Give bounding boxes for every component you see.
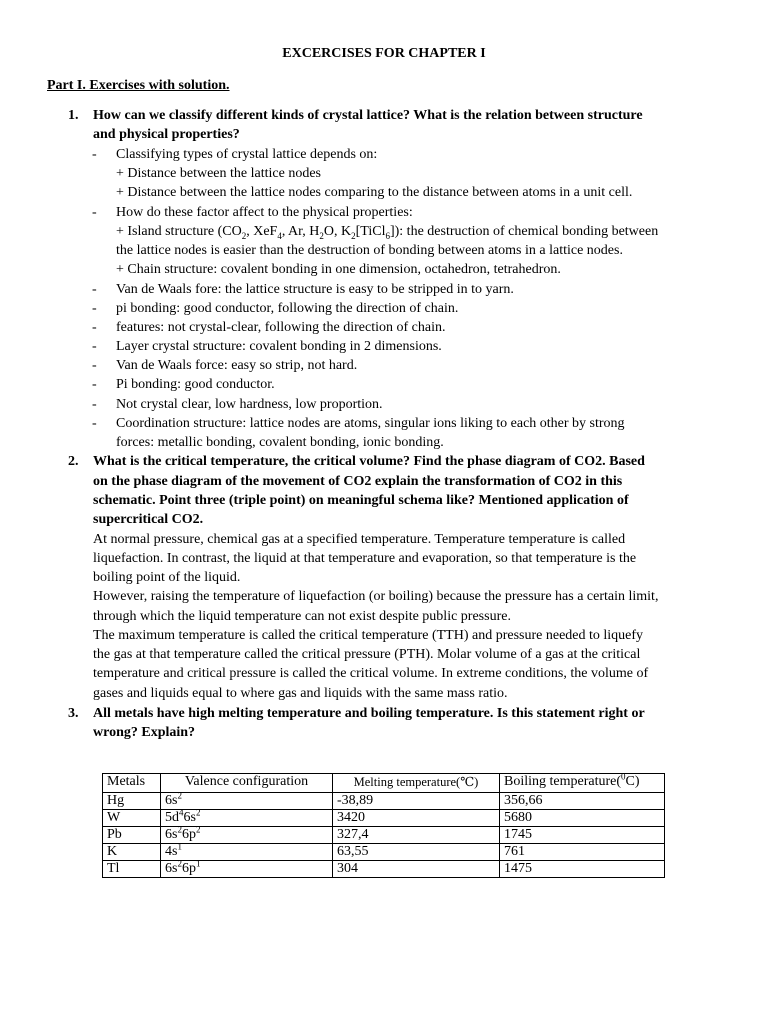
bullet-factors: How do these factor affect to the physical properties: [116,205,413,220]
question-1-line1: How can we classify different kinds of crystal lattice? What is the relation between structure [93,108,643,123]
dash-marker: - [92,339,97,354]
answer-2-line1: At normal pressure, chemical gas at a specified temperature. Temperature temperature is called [93,532,626,547]
answer-2-line2: liquefaction. In contrast, the liquid at that temperature and evaporation, so that temperature is the [93,551,637,566]
dash-marker: - [92,416,97,431]
cell-boiling: 1745 [500,827,665,844]
island-structure-line: + Island structure ($CO_2$, XeF$_4$, Ar, $H_2O$, $K_2[TiCl_6]$): the destruction of chemical bonding between [116,224,659,241]
cell-boiling: 356,66 [500,793,665,810]
cell-valence: $6s^26p^2$ [161,827,333,844]
question-2-line4: supercritical CO2. [93,512,204,527]
cell-metal: W [103,810,161,827]
question-1-line2: and physical properties? [93,127,240,142]
answer-2-line9: gases and liquids equal to where gas and liquids with the same mass ratio. [93,686,508,701]
dash-item-1: Van de Waals fore: the lattice structure is easy to be stripped in to yarn. [116,282,514,297]
metals-table [102,773,665,878]
answer-2-line8: temperature and critical pressure is called the critical volume. In extreme conditions, the volume of [93,666,649,681]
sub-bullet-distance: + Distance between the lattice nodes [116,166,321,181]
question-2-line2: on the phase diagram of the movement of CO2 explain the transformation of CO2 in this [93,474,623,489]
question-3-number: 3. [68,706,79,721]
table-row [103,861,665,878]
bullet-classifying: Classifying types of crystal lattice depends on: [116,147,378,162]
dash-marker: - [92,205,97,220]
cell-valence: $6s^2$ [161,793,333,810]
cell-metal: Tl [103,861,161,878]
chain-structure-line: + Chain structure: covalent bonding in one dimension, octahedron, tetrahedron. [116,262,561,277]
table-row [103,844,665,861]
table-row [103,810,665,827]
answer-2-line6: The maximum temperature is called the critical temperature (TTH) and pressure needed to liquefy [93,628,644,643]
cell-metal: Pb [103,827,161,844]
answer-2-line5: through which the liquid temperature can not exist despite public pressure. [93,609,511,624]
header-melting: Melting temperature(℃) [333,774,500,793]
answer-2-line4: However, raising the temperature of liquefaction (or boiling) because the pressure has a certain limit, [93,589,659,604]
table-row [103,793,665,810]
question-2-line1: What is the critical temperature, the critical volume? Find the phase diagram of CO2. Based [93,454,645,469]
header-boiling: Boiling temperature($^0$C) [500,774,665,793]
cell-melting: 304 [333,861,500,878]
dash-item-2: pi bonding: good conductor, following the direction of chain. [116,301,459,316]
dash-item-4: Layer crystal structure: covalent bonding in 2 dimensions. [116,339,442,354]
dash-marker: - [92,358,97,373]
header-metals: Metals [103,774,161,793]
question-1-number: 1. [68,108,79,123]
dash-marker: - [92,301,97,316]
cell-melting: 327,4 [333,827,500,844]
cell-boiling: 761 [500,844,665,861]
cell-boiling: 5680 [500,810,665,827]
question-2-line3: schematic. Point three (triple point) on meaningful schema like? Mentioned application of [93,493,629,508]
cell-metal: K [103,844,161,861]
dash-marker: - [92,147,97,162]
dash-item-8: Coordination structure: lattice nodes are atoms, singular ions liking to each other by strong [116,416,625,431]
dash-item-5: Van de Waals force: easy so strip, not hard. [116,358,358,373]
cell-metal: Hg [103,793,161,810]
table-row [103,827,665,844]
cell-valence: $6s^26p^1$ [161,861,333,878]
dash-marker: - [92,282,97,297]
cell-valence: $5d^46s^2$ [161,810,333,827]
dash-marker: - [92,397,97,412]
question-3-line1: All metals have high melting temperature and boiling temperature. Is this statement right or [93,706,645,721]
dash-item-3: features: not crystal-clear, following the direction of chain. [116,320,446,335]
answer-2-line7: the gas at that temperature called the critical pressure (PTH). Molar volume of a gas at the critical [93,647,641,662]
cell-melting: 63,55 [333,844,500,861]
cell-melting: -38,89 [333,793,500,810]
table-header-row [103,774,665,793]
part-heading: Part I. Exercises with solution. [47,78,230,93]
sub-bullet-distance-compare: + Distance between the lattice nodes comparing to the distance between atoms in a unit cell. [116,185,633,200]
answer-2-line3: boiling point of the liquid. [93,570,241,585]
cell-melting: 3420 [333,810,500,827]
island-structure-line2: the lattice nodes is easier than the destruction of bonding between atoms in a lattice nodes. [116,243,623,258]
dash-item-7: Not crystal clear, low hardness, low proportion. [116,397,383,412]
coordination-line2: forces: metallic bonding, covalent bonding, ionic bonding. [116,435,444,450]
question-3-line2: wrong? Explain? [93,725,196,740]
cell-boiling: 1475 [500,861,665,878]
dash-marker: - [92,377,97,392]
page-title: EXCERCISES FOR CHAPTER I [282,46,486,61]
question-2-number: 2. [68,454,79,469]
dash-marker: - [92,320,97,335]
dash-item-6: Pi bonding: good conductor. [116,377,275,392]
header-valence: Valence configuration [161,774,333,793]
cell-valence: $4s^1$ [161,844,333,861]
